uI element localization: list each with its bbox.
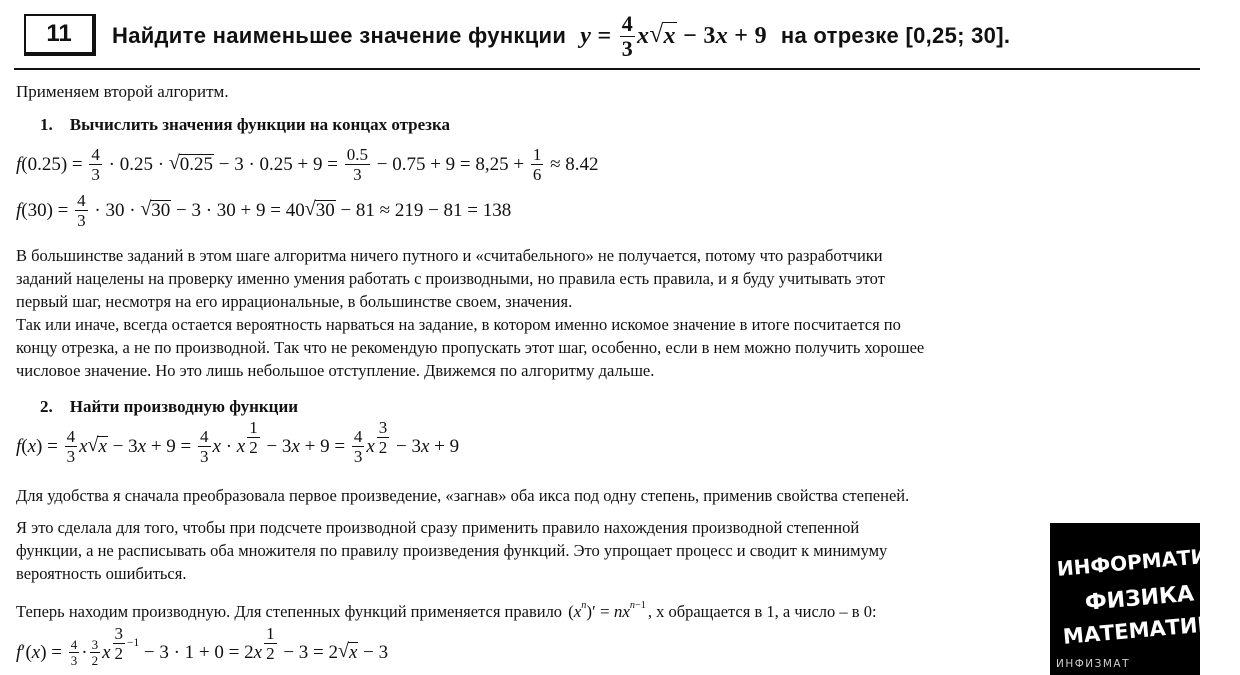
reason-line: функции, а не расписывать оба множителя по правилу произведения функций. Это упрощает процесс и сводит к минимуму — [16, 541, 888, 560]
derivative-intro — [16, 600, 877, 623]
reason-line: вероятность ошибиться. — [16, 564, 187, 583]
convenience-text: Для удобства я сначала преобразовала первое произведение, «загнав» оба икса под одну степень, применив свойства степеней. — [16, 486, 910, 505]
reason-line: Я это сделала для того, чтобы при подсчете производной сразу применить правило нахождения производной степенной — [16, 518, 860, 537]
logo-word-matematika: МАТЕМАТИКА — [1062, 610, 1232, 649]
task-interval: на отрезке [0,25; 30]. — [780, 23, 1011, 48]
derivative-intro-tail: , x обращается в 1, а число – в 0: — [647, 602, 877, 621]
power-rule-formula: ( x n )′ = nx n−1 — [568, 599, 646, 621]
header-divider — [14, 68, 1200, 70]
discussion-line: Так или иначе, всегда остается вероятность нарваться на задание, в котором именно искомое значение в итоге посчитается по — [16, 315, 901, 334]
infizmat-logo — [1050, 523, 1240, 675]
step-2-title: 2. Найти производную функции — [40, 397, 299, 416]
discussion-line: заданий нацелены на проверку именно умения работать с производными, но правила есть правила, и я буду учитывать этот — [16, 269, 885, 288]
discussion-line: В большинстве заданий в этом шаге алгоритма ничего путного и «считабельного» не получается, потому что разработчики — [16, 246, 883, 265]
equation-f-30: f (30) = $\frac{4}{3}$ · 30 · √ 30 − 3 · 30 + 9 = 40 √ 30 − 81 ≈ 219 − 81 = 138 — [16, 191, 512, 230]
intro-text: Применяем второй алгоритм. — [16, 82, 229, 101]
derivative-intro-text: Теперь находим производную. Для степенных функций применяется правило — [16, 602, 563, 621]
task-statement — [112, 8, 1010, 64]
logo-footer: ИНФИЗМАТ — [1056, 658, 1131, 670]
discussion-paragraph — [16, 244, 924, 382]
logo-word-fizika: ФИЗИКА — [1084, 581, 1196, 616]
discussion-line: числовое значение. Но это лишь небольшое отступление. Движемся по алгоритму дальше. — [16, 361, 655, 380]
task-function-formula: y = $\frac{4}{3}$ x √ x − 3 x + 9 — [580, 10, 767, 61]
task-number-box: 11 — [24, 14, 96, 56]
step-1-title: 1. Вычислить значения функции на концах отрезка — [40, 115, 451, 134]
logo-word-informatika: ИНФОРМАТИКА — [1056, 541, 1240, 581]
equation-function-rewrite: f ( x ) = $\frac{4}{3}$ x √ x − 3 x + 9 = $\frac{4}{3}$ x · x $\frac{1}{2}$ − 3 x + 9 = $\frac{4}{3}$ x $\frac{3}{2}$ − 3 x + 9 — [16, 418, 460, 466]
task-prompt: Найдите наименьшее значение функции — [112, 23, 567, 48]
equation-f-025: f (0.25) = $\frac{4}{3}$ · 0.25 · √ 0.25 − 3 · 0.25 + 9 = $\frac{0.5}{3}$ − 0.75 + 9 = 8,25 + $\frac{1}{6}$ ≈ 8.42 — [16, 145, 599, 184]
reason-paragraph — [16, 516, 887, 585]
discussion-line: концу отрезка, а не по производной. Так что не рекомендую пропускать этот шаг, особенно, если в нем можно получить хорошее — [16, 338, 925, 357]
discussion-line: первый шаг, несмотря на его иррациональные, в большинстве своем, значения. — [16, 292, 573, 311]
equation-derivative: f ′( x ) = $\frac{4}{3}$ · $\frac{3}{2}$ x $\frac{3}{2}$ −1 − 3 · 1 + 0 = 2 x $\frac{1}{2}$ − 3 = 2 √ x − 3 — [16, 624, 389, 668]
